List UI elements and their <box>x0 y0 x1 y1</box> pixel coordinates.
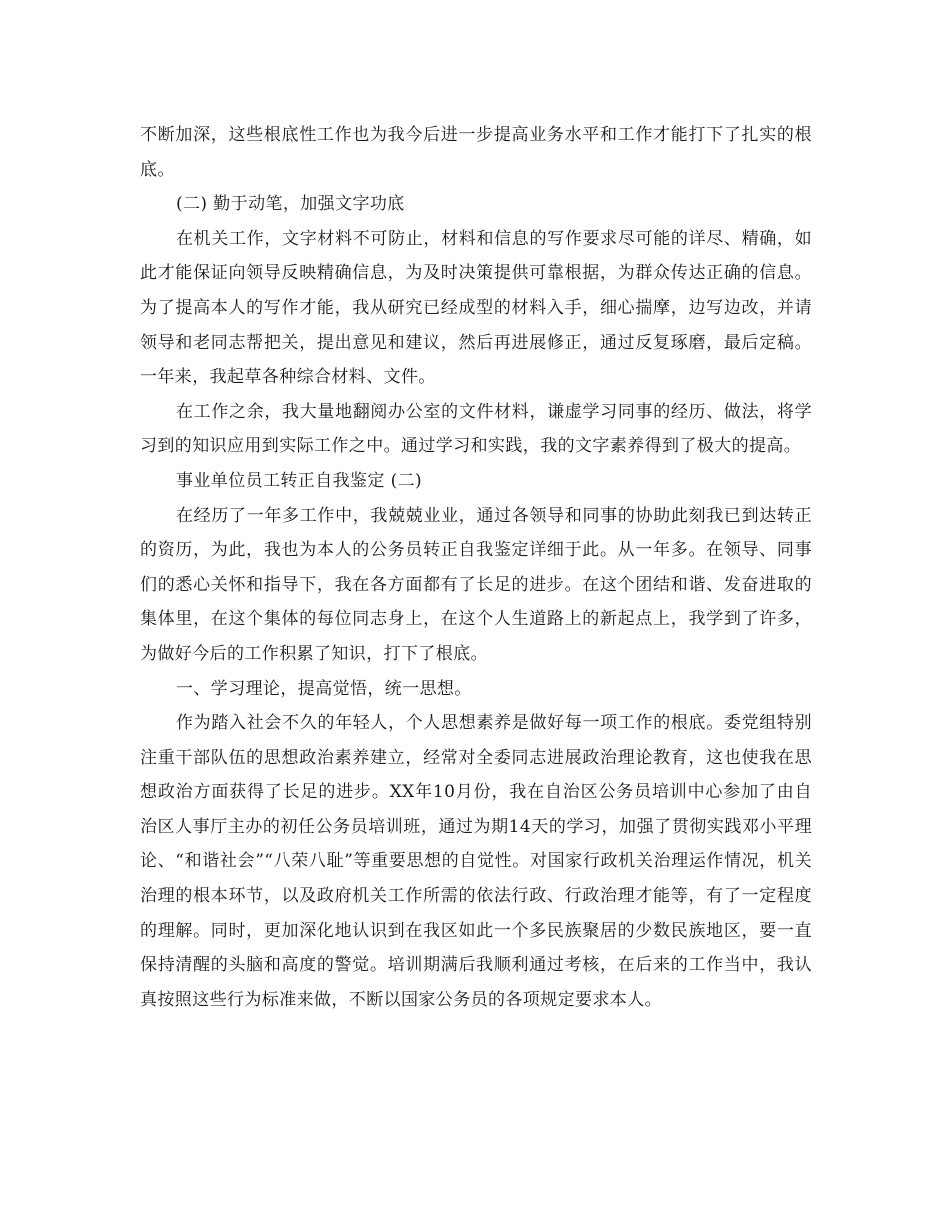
section-heading-theory: 一、学习理论，提高觉悟，统一思想。 <box>176 678 472 699</box>
paragraph-writing-materials: 在机关工作，文字材料不可防止，材料和信息的写作要求尽可能的详尽、精确，如此才能保证向领导反映精确信息，为及时决策提供可靠根据，为群众传达正确的信息。为了提高本人的写作才能，我从研究已经成型的材料入手，细心揣摩，边写边改，并请领导和老同志帮把关，提出意见和建议，然后再进展修正，通过反复琢磨，最后定稿。一年来，我起草各种综合材料、文件。 <box>140 228 812 388</box>
paragraph-continuation: 不断加深，这些根底性工作也为我今后进一步提高业务水平和工作才能打下了扎实的根底。 <box>140 125 812 180</box>
paragraph-experience: 在经历了一年多工作中，我兢兢业业，通过各领导和同事的协助此刻我已到达转正的资历，为此，我也为本人的公务员转正自我鉴定详细于此。从一年多。在领导、同事们的悉心关怀和指导下，我在各方面都有了长足的进步。在这个团结和谐、发奋进取的集体里，在这个集体的每位同志身上，在这个人生道路上的新起点上，我学到了许多，为做好今后的工作积累了知识，打下了根底。 <box>140 505 812 664</box>
document-subtitle: 事业单位员工转正自我鉴定 (二) <box>176 470 423 491</box>
paragraph-political-study: 作为踏入社会不久的年轻人，个人思想素养是做好每一项工作的根底。委党组特别注重干部队伍的思想政治素养建立，经常对全委同志进展政治理论教育，这也使我在思想政治方面获得了长足的进步。XX年10月份，我在自治区公务员培训中心参加了由自治区人事厅主办的初任公务员培训班，通过为期14天的学习，加强了贯彻实践邓小平理论、“和谐社会”“八荣八耻”等重要思想的自觉性。对国家行政机关治理运作情况，机关治理的根本环节，以及政府机关工作所需的依法行政、行政治理才能等，有了一定程度的理解。同时，更加深化地认识到在我区如此一个多民族聚居的少数民族地区，要一直保持清醒的头脑和高度的警觉。培训期满后我顺利通过考核，在后来的工作当中，我认真按照这些行为标准来做，不断以国家公务员的各项规定要求本人。 <box>140 713 812 1010</box>
paragraph-spare-time-study: 在工作之余，我大量地翻阅办公室的文件材料，谦虚学习同事的经历、做法，将学习到的知识应用到实际工作之中。通过学习和实践，我的文字素养得到了极大的提高。 <box>140 401 812 457</box>
document-page <box>140 118 812 1017</box>
section-heading-writing: (二) 勤于动笔，加强文字功底 <box>176 194 405 215</box>
